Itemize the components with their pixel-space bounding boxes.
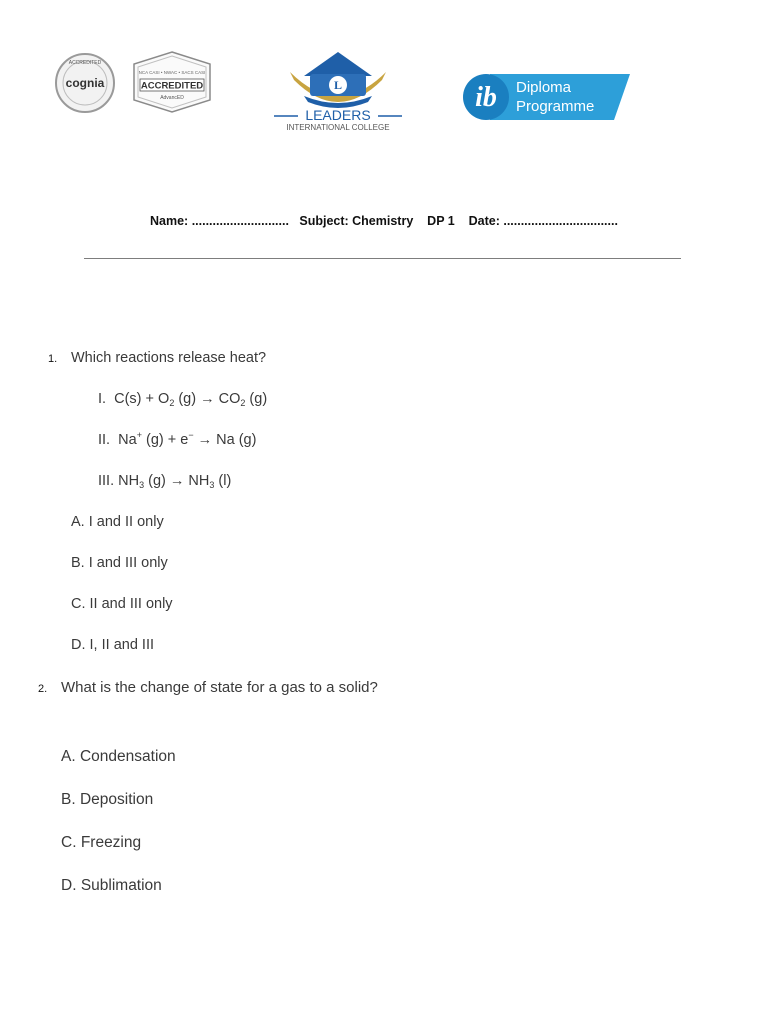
leaders-sub: INTERNATIONAL COLLEGE	[286, 123, 390, 132]
advanced-sub-text: AdvancED	[160, 95, 184, 101]
cognia-name: cognia	[65, 76, 105, 90]
leaders-college-logo	[268, 50, 408, 134]
leaders-name: LEADERS	[305, 107, 371, 123]
cognia-top-text: ACCREDITED	[68, 60, 102, 66]
option-letter: B.	[61, 791, 76, 808]
option-letter: D.	[71, 637, 86, 653]
answer-option	[61, 791, 153, 809]
option-letter: A.	[71, 514, 85, 530]
answer-option	[71, 637, 154, 653]
statement-equation: $C(s) + O_2$ $(g) \to CO_2$ (g)	[114, 391, 268, 408]
question-number: 1.	[48, 353, 58, 365]
option-text: Sublimation	[80, 877, 162, 894]
answer-option	[61, 748, 176, 766]
option-text: I, II and III	[89, 637, 155, 653]
ib-line2: Programme	[516, 98, 595, 115]
question-text: Which reactions release heat?	[71, 350, 267, 366]
option-text: I and II only	[88, 514, 164, 530]
option-letter: C.	[61, 834, 77, 851]
answer-option	[61, 877, 162, 895]
statement-3	[98, 473, 231, 489]
statement-numeral: II.	[98, 432, 111, 448]
advanced-top-text: NCA CASI • NWAC • SACS CASI	[138, 70, 206, 75]
svg-text:L: L	[333, 78, 343, 92]
student-info-line: Name: ............................ Subject: Chemistry DP 1 Date: .................................	[150, 214, 618, 228]
option-text: Condensation	[79, 748, 176, 765]
statement-2	[98, 432, 256, 448]
question-text: What is the change of state for a gas to a solid?	[61, 679, 378, 696]
option-letter: B.	[71, 555, 85, 571]
answer-option	[71, 514, 164, 530]
option-letter: D.	[61, 877, 77, 894]
answer-option	[71, 596, 173, 612]
statement-numeral: I.	[98, 391, 107, 407]
answer-option	[61, 834, 141, 852]
statement-1	[98, 391, 267, 407]
option-text: I and III only	[88, 555, 168, 571]
ib-line1: Diploma	[516, 79, 572, 96]
option-text: Deposition	[79, 791, 154, 808]
option-letter: C.	[71, 596, 86, 612]
question-number: 2.	[38, 683, 48, 695]
advanced-badge-text: ACCREDITED	[140, 80, 204, 92]
ib-diploma-logo	[462, 70, 632, 124]
statement-numeral: III.	[98, 473, 115, 489]
option-text: Freezing	[80, 834, 142, 851]
statement-equation: $NH_3$ $(g) \to NH_3$ (l)	[118, 473, 232, 490]
option-text: II and III only	[89, 596, 173, 612]
advanced-accredited-logo	[130, 50, 214, 114]
ib-letters: ib	[475, 82, 497, 113]
statement-equation: Na+ (g) + e− → Na (g)	[118, 430, 257, 448]
cognia-logo	[52, 52, 118, 114]
option-letter: A.	[61, 748, 76, 765]
answer-option	[71, 555, 168, 571]
header-divider	[84, 258, 681, 259]
